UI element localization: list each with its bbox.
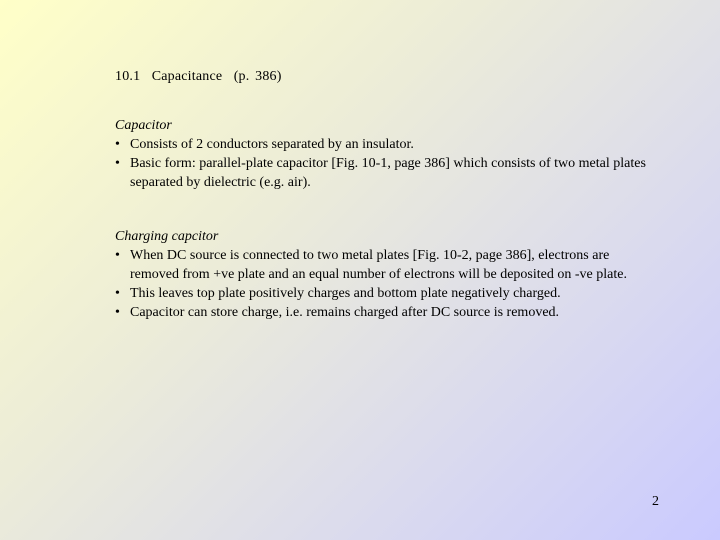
section-heading-capacitor: Capacitor — [115, 118, 172, 133]
bullet-text: Basic form: parallel-plate capacitor [Fig. 10-1, page 386] which consists of two metal plates separated by dielectric (e.g. air). — [130, 156, 646, 190]
bullet-item — [115, 303, 655, 322]
bullet-list-capacitor — [115, 135, 655, 192]
bullet-glyph: • — [115, 248, 120, 263]
bullet-text: Capacitor can store charge, i.e. remains charged after DC source is removed. — [130, 305, 560, 320]
section-capacitor — [115, 116, 655, 192]
bullet-text: Consists of 2 conductors separated by an insulator. — [130, 137, 414, 152]
bullet-item — [115, 246, 655, 284]
bullet-glyph: • — [115, 305, 120, 320]
bullet-glyph: • — [115, 286, 120, 301]
section-heading-charging: Charging capcitor — [115, 229, 219, 244]
bullet-item — [115, 154, 655, 192]
slide-title: 10.1 Capacitance (p. 386) — [115, 69, 282, 84]
bullet-glyph: • — [115, 156, 120, 171]
bullet-list-charging — [115, 246, 655, 322]
bullet-item — [115, 135, 655, 154]
page-number: 2 — [652, 494, 659, 509]
bullet-item — [115, 284, 655, 303]
section-charging-capacitor — [115, 227, 655, 322]
bullet-text: This leaves top plate positively charges and bottom plate negatively charged. — [130, 286, 561, 301]
bullet-text: When DC source is connected to two metal plates [Fig. 10-2, page 386], electrons are removed from +ve plate and an equal number of electrons will be deposited on -ve plate. — [130, 248, 627, 282]
bullet-glyph: • — [115, 137, 120, 152]
